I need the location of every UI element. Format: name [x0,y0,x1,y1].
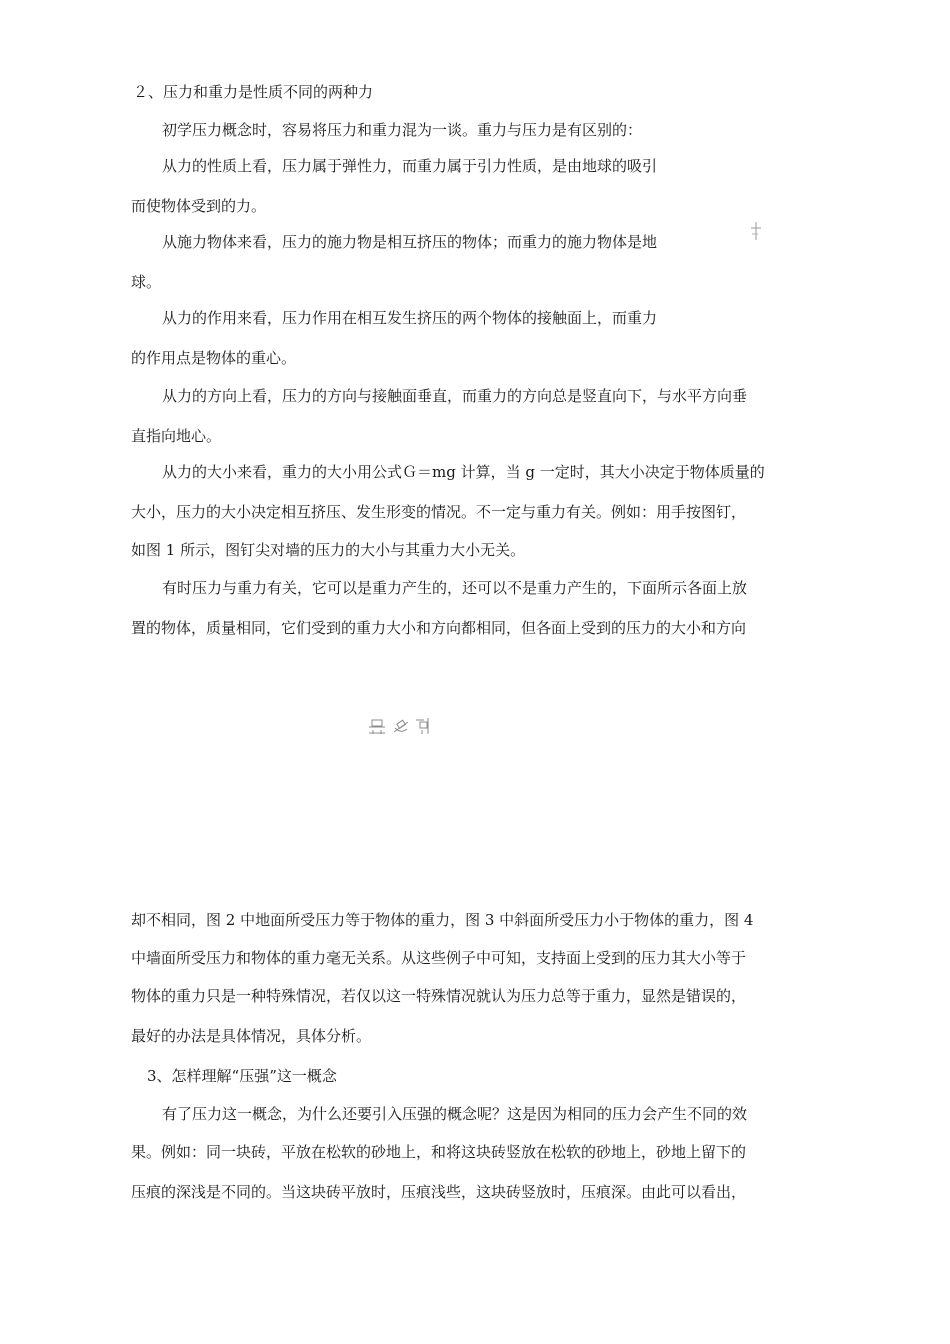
paragraph-line: 有了压力这一概念，为什么还要引入压强的概念呢？这是因为相同的压力会产生不同的效 [162,1105,748,1123]
paragraph-line: 有时压力与重力有关，它可以是重力产生的，还可以不是重力产生的，下面所示各面上放 [162,579,748,597]
paragraph-line: 从力的作用来看，压力作用在相互发生挤压的两个物体的接触面上，而重力 [162,309,658,327]
section-heading: ２、压力和重力是性质不同的两种力 [133,83,374,101]
thumbtack-figure [749,220,763,242]
paragraph-line: 而使物体受到的力。 [131,197,267,215]
section-heading: 3、怎样理解“压强”这一概念 [147,1067,337,1085]
paragraph-line: 却不相同，图 2 中地面所受压力等于物体的重力，图 3 中斜面所受压力小于物体的重力，图 4 [131,911,754,929]
paragraph-line: 初学压力概念时，容易将压力和重力混为一谈。重力与压力是有区别的： [162,121,643,139]
paragraph-line: 置的物体，质量相同，它们受到的重力大小和方向都相同，但各面上受到的压力的大小和方向 [131,619,747,637]
paragraph-line: 从力的方向上看，压力的方向与接触面垂直，而重力的方向总是竖直向下，与水平方向垂 [162,387,748,405]
paragraph-line: 最好的办法是具体情况，具体分析。 [131,1027,372,1045]
paragraph-line: 从力的性质上看，压力属于弹性力，而重力属于引力性质，是由地球的吸引 [162,157,658,175]
paragraph-line: 从施力物体来看，压力的施力物是相互挤压的物体；而重力的施力物体是地 [162,233,658,251]
paragraph-line: 球。 [131,273,162,291]
paragraph-line: 大小，压力的大小决定相互挤压、发生形变的情况。不一定与重力有关。例如：用手按图钉， [131,503,747,521]
paragraph-line: 的作用点是物体的重心。 [131,349,297,367]
paragraph-line: 物体的重力只是一种特殊情况，若仅以这一特殊情况就认为压力总等于重力，显然是错误的， [131,987,747,1005]
paragraph-line: 中墙面所受压力和物体的重力毫无关系。从这些例子中可知，支持面上受到的压力其大小等于 [131,949,747,967]
paragraph-line: 从力的大小来看，重力的大小用公式Ｇ＝mg 计算，当 g 一定时，其大小决定于物体质量的 [162,463,765,481]
paragraph-line: 果。例如：同一块砖，平放在松软的砂地上，和将这块砖竖放在松软的砂地上，砂地上留下的 [131,1143,747,1161]
paragraph-line: 压痕的深浅是不同的。当这块砖平放时，压痕浅些，这块砖竖放时，压痕深。由此可以看出， [131,1183,747,1201]
pressure-examples-figure [368,716,436,736]
paragraph-line: 直指向地心。 [131,427,222,445]
paragraph-line: 如图 1 所示，图钉尖对墙的压力的大小与其重力大小无关。 [131,541,526,559]
